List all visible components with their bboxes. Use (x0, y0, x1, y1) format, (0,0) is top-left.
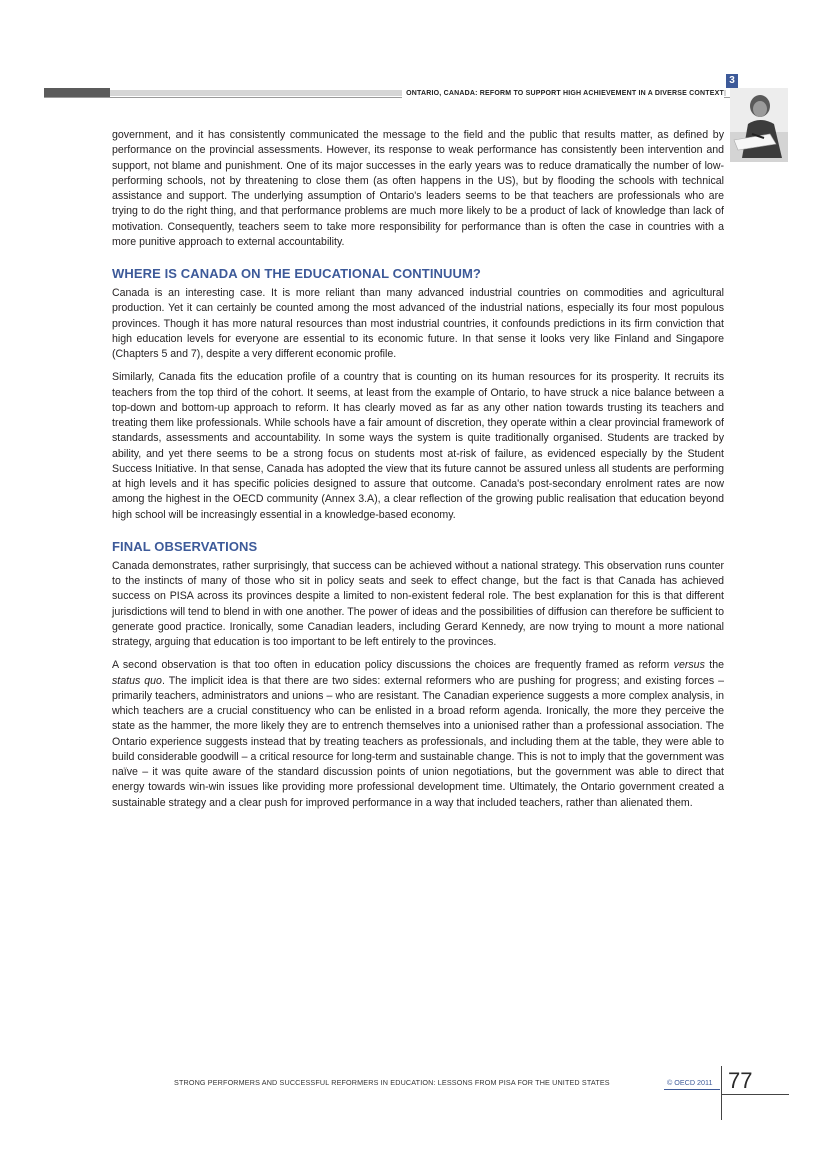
section-heading-final-observations: FINAL OBSERVATIONS (112, 538, 258, 554)
paragraph-2: Canada is an interesting case. It is more reliant than many advanced industrial countries on commodities and agricultural production. Yet it can certainly be counted among the most advanced of the industrial nations, especially its four most populous provinces. Though it has more natural resources than most industrial countries, it confounds predictions in its firm conviction that high education levels for everyone are essential to its economic future. In that sense it looks very like Finland and Singapore (Chapters 5 and 7), despite a very different economic profile. (112, 287, 724, 360)
paragraph-3: Similarly, Canada fits the education profile of a country that is counting on its human resources for its prosperity. It recruits its teachers from the top third of the cohort. It seems, at least from the example of Ontario, to have struck a nice balance between a top-down and bottom-up approach to reform. It has clearly moved as far as any other nation towards trusting its teachers and treating them like professionals. While schools have a fair amount of discretion, they operate within a clear provincial framework of standards, assessments and accountability. In some ways the system is quite traditionally organised. Students are tracked by ability, and yet there seems to be a strong focus on students most at-risk of failure, as evidenced especially by the Student Success Initiative. In that sense, Canada has adopted the view that its future cannot be assured unless all students are performing at high levels and it has specific policies designed to assure that outcome. Canada's post-secondary enrolment rates are now among the highest in the OECD community (Annex 3.A), a clear reflection of the growing public realisation that education beyond high school will be increasingly essential in a knowledge-based economy. (112, 371, 724, 521)
paragraph-1: government, and it has consistently communicated the message to the field and the public that results matter, as defined by performance on the provincial assessments. However, its response to weak performance has consistently been intervention and support, not blame and punishment. One of its major successes in the early years was to reduce dramatically the number of low-performing schools, not by threatening to close them (as often happens in the US), but by flooding the schools with technical assistance and support. The underlying assumption of Ontario's leaders seems to be that teachers are professionals who are trying to do the right thing, and that performance problems are much more likely to be a product of lack of knowledge than lack of motivation. Consequently, teachers seem to take more responsibility for performance than is often the case in countries with a more punitive approach to external accountability. (112, 129, 724, 248)
footer-publication-title: STRONG PERFORMERS AND SUCCESSFUL REFORMERS IN EDUCATION: LESSONS FROM PISA FOR THE UNITED STATES (174, 1078, 610, 1087)
page-number: 77 (728, 1068, 753, 1093)
paragraph-4: Canada demonstrates, rather surprisingly, that success can be achieved without a national strategy. This observation runs counter to the instincts of many of those who sit in policy seats and seek to effect change, but the fact is that Canada has achieved success on PISA across its provinces despite a limited to non-existent federal role. The best explanation for this is that different jurisdictions will tend to blend in with one another. The power of ideas and the possibilities of diffusion can therefore be sufficient to generate good practice. Ironically, some Canadian leaders, including Gerard Kennedy, are now trying to mount a more national strategy, arguing that education is too important to be left entirely to the provinces. (112, 559, 724, 648)
paragraph-5-part-c: . The implicit idea is that there are two sides: external reformers who are pushing for progress; and existing forces – primarily teachers, administrators and unions – who are resistant. The Canadian experience suggests a more complex analysis, in which teachers are a crucial constituency who can be enlisted in a broad reform agenda. Ironically, the more they perceive the state as the hammer, the more likely they are to entrench themselves into a unionised rather than a professional association. The Ontario experience suggests instead that by treating teachers as professionals, and including them at the table, they were able to build considerable goodwill – a critical resource for long-term and sustainable change. This is not to imply that the government was naïve – it was quite aware of the standard discussion points of union negotiations, but the government was able to direct that energy towards win-win issues like providing more professional development time. Ultimately, the Ontario government created a sustainable strategy and a clear push for improved performance in a way that included teachers, rather than alienated them. (112, 674, 725, 809)
paragraph-5 (112, 658, 724, 811)
student-photo-icon (730, 88, 788, 162)
running-title: ONTARIO, CANADA: REFORM TO SUPPORT HIGH ACHIEVEMENT IN A DIVERSE CONTEXT (402, 89, 724, 98)
section-heading-educational-continuum: WHERE IS CANADA ON THE EDUCATIONAL CONTINUUM? (112, 266, 481, 281)
chapter-photo-image (730, 88, 788, 162)
header-bar-dark (44, 88, 110, 97)
paragraph-5-emphasis-status-quo: status quo (112, 674, 162, 687)
chapter-number-badge: 3 (726, 74, 738, 88)
main-content (112, 128, 724, 819)
footer-horizontal-rule (721, 1094, 789, 1095)
footer-vertical-rule (721, 1066, 722, 1120)
footer-underline (664, 1089, 720, 1090)
paragraph-5-emphasis-versus: versus (673, 659, 705, 672)
paragraph-5-part-b: the (704, 659, 725, 672)
paragraph-5-part-a: A second observation is that too often in education policy discussions the choices are frequently framed as reform (112, 659, 674, 672)
footer-copyright: © OECD 2011 (667, 1078, 713, 1087)
